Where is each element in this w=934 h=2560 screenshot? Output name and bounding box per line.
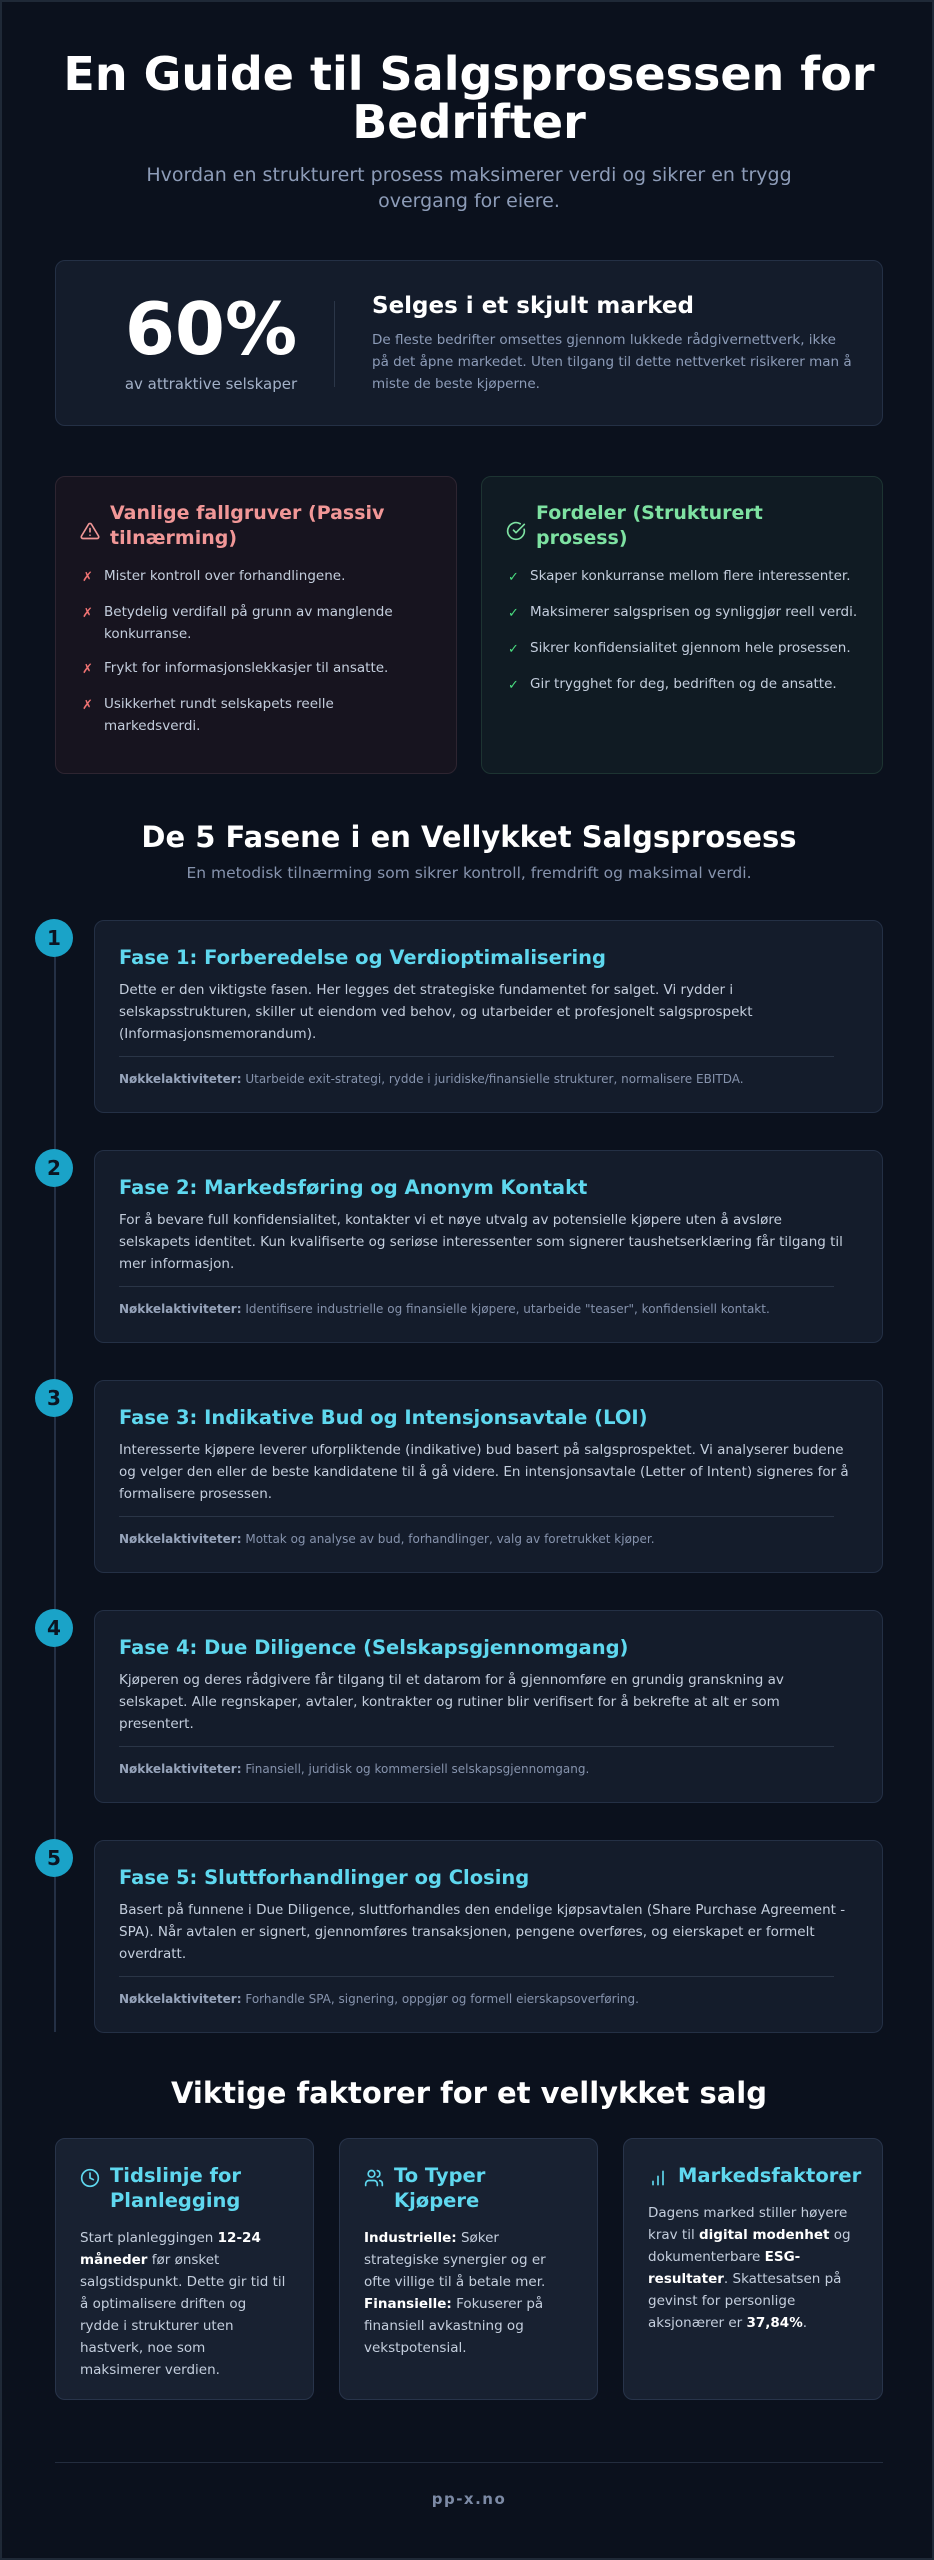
- pitfalls-list: [80, 565, 432, 737]
- factor-card: [55, 2138, 314, 2400]
- body-text: . Skattesatsen på gevinst for personlige aksjonærer er: [648, 2271, 842, 2331]
- check-icon: ✓: [508, 606, 519, 621]
- phases-section-subtitle: En metodisk tilnærming som sikrer kontroll, fremdrift og maksimal verdi.: [186, 864, 752, 882]
- factor-header: [80, 2163, 289, 2213]
- key-label: Nøkkelaktiviteter:: [119, 1762, 242, 1776]
- list-item: [80, 565, 432, 589]
- step-badge: 3: [35, 1379, 73, 1417]
- emphasis-text: digital modenhet: [699, 2227, 830, 2243]
- emphasis-text: Industrielle:: [364, 2230, 457, 2246]
- phase-title: Fase 1: Forberedelse og Verdioptimalisering: [119, 946, 607, 969]
- warning-icon: [80, 521, 100, 541]
- key-text: Utarbeide exit-strategi, rydde i juridiske/finansielle strukturer, normalisere EBITDA.: [245, 1072, 744, 1086]
- phase-key-activities: [119, 1056, 834, 1086]
- emphasis-text: Finansielle:: [364, 2296, 452, 2312]
- factors-section-title: Viktige faktorer for et vellykket salg: [171, 2076, 767, 2110]
- page-title: En Guide til Salgsprosessen for Bedrifter: [63, 47, 875, 149]
- step-badge: 5: [35, 1839, 73, 1877]
- step-badge: 4: [35, 1609, 73, 1647]
- list-item-text: Maksimerer salgsprisen og synliggjør reell verdi.: [530, 604, 858, 620]
- benefits-list: [506, 565, 858, 697]
- check-circle-icon: [506, 521, 526, 541]
- factor-text: [648, 2202, 858, 2334]
- key-text: Identifisere industrielle og finansielle kjøpere, utarbeide "teaser", konfidensiell kontakt.: [245, 1302, 770, 1316]
- key-text: Finansiell, juridisk og kommersiell selskapsgjennomgang.: [245, 1762, 590, 1776]
- factor-text: [80, 2227, 289, 2381]
- step-badge: 1: [35, 919, 73, 957]
- list-item-text: Gir trygghet for deg, bedriften og de ansatte.: [530, 676, 837, 692]
- body-text: og dokumenterbare: [648, 2227, 851, 2265]
- body-text: før ønsket salgstidspunkt. Dette gir tid til å optimalisere driften og rydde i strukturer uten hastverk, noe som maksimerer verdien.: [80, 2252, 286, 2378]
- list-item: [506, 565, 858, 589]
- emphasis-text: ESG-resultater: [648, 2249, 801, 2287]
- list-item-text: Betydelig verdifall på grunn av manglende konkurranse.: [104, 604, 393, 642]
- phase-card: [94, 1610, 883, 1803]
- list-item: [506, 637, 858, 661]
- hero-section: [2, 47, 934, 214]
- key-label: Nøkkelaktiviteter:: [119, 1532, 242, 1546]
- stat-card: [55, 260, 883, 426]
- phase-key-activities: [119, 1516, 834, 1546]
- clock-icon: [80, 2168, 100, 2188]
- phase-title: Fase 2: Markedsføring og Anonym Kontakt: [119, 1176, 588, 1199]
- benefits-title: Fordeler (Strukturert prosess): [536, 502, 763, 549]
- pitfalls-card: [55, 476, 457, 774]
- factor-header: [364, 2163, 573, 2213]
- cross-icon: ✗: [82, 570, 93, 585]
- factor-card: [623, 2138, 883, 2400]
- phase-description: Dette er den viktigste fasen. Her legges det strategiske fundamentet for salget. Vi rydder i selskapsstrukturen, skiller ut eiendom ved behov, og utarbeider et profesjonelt salgsprospekt (Informasjonsmemorandum).: [119, 982, 753, 1042]
- phase-card: [94, 920, 883, 1113]
- list-item: [80, 693, 432, 737]
- users-icon: [364, 2168, 384, 2188]
- check-icon: ✓: [508, 678, 519, 693]
- benefits-card: [481, 476, 883, 774]
- check-icon: ✓: [508, 642, 519, 657]
- key-label: Nøkkelaktiviteter:: [119, 1302, 242, 1316]
- key-text: Forhandle SPA, signering, oppgjør og formell eierskapsoverføring.: [245, 1992, 639, 2006]
- footer-divider: [55, 2462, 883, 2463]
- phase-title: Fase 4: Due Diligence (Selskapsgjennomgang): [119, 1636, 629, 1659]
- phase-card: [94, 1380, 883, 1573]
- factor-title: To Typer Kjøpere: [394, 2164, 486, 2212]
- stat-text: De fleste bedrifter omsettes gjennom lukkede rådgivernettverk, ikke på det åpne markedet. Uten tilgang til dette nettverket risikerer man å miste de beste kjøperne.: [372, 332, 852, 392]
- key-label: Nøkkelaktiviteter:: [119, 1072, 242, 1086]
- body-text: Dagens marked stiller høyere krav til: [648, 2205, 848, 2243]
- list-item: [506, 673, 858, 697]
- key-text: Mottak og analyse av bud, forhandlinger, valg av foretrukket kjøper.: [245, 1532, 655, 1546]
- stat-label: av attraktive selskaper: [124, 375, 298, 393]
- step-badge: 2: [35, 1149, 73, 1187]
- list-item: [80, 601, 432, 645]
- phase-key-activities: [119, 1286, 834, 1316]
- body-text: Start planleggingen: [80, 2230, 218, 2246]
- list-item: [80, 657, 432, 681]
- list-item-text: Sikrer konfidensialitet gjennom hele prosessen.: [530, 640, 851, 656]
- list-item-text: Mister kontroll over forhandlingene.: [104, 568, 346, 584]
- body-text: Søker strategiske synergier og er ofte villige til å betale mer.: [364, 2230, 546, 2290]
- check-icon: ✓: [508, 570, 519, 585]
- factor-text: [364, 2227, 573, 2359]
- phases-section-title: De 5 Fasene i en Vellykket Salgsprosess: [141, 820, 797, 854]
- list-item-text: Skaper konkurranse mellom flere interessenter.: [530, 568, 851, 584]
- list-item-text: Frykt for informasjonslekkasjer til ansatte.: [104, 660, 389, 676]
- phase-description: Basert på funnene i Due Diligence, sluttforhandles den endelige kjøpsavtalen (Share Purchase Agreement - SPA). Når avtalen er signert, gjennomføres transaksjonen, pengene overføres, og eierskapet er formelt overdratt.: [119, 1902, 846, 1962]
- key-label: Nøkkelaktiviteter:: [119, 1992, 242, 2006]
- stat-value: 60%: [124, 287, 298, 371]
- list-item-text: Usikkerhet rundt selskapets reelle markedsverdi.: [104, 696, 334, 734]
- benefits-header: [506, 501, 858, 551]
- stat-title: Selges i et skjult marked: [372, 293, 694, 319]
- list-item: [506, 601, 858, 625]
- emphasis-text: 37,84%: [746, 2315, 803, 2331]
- phase-description: Kjøperen og deres rådgivere får tilgang til et datarom for å gjennomføre en grundig granskning av selskapet. Alle regnskaper, avtaler, kontrakter og rutiner blir verifisert for å bekrefte at alt er som presentert.: [119, 1672, 784, 1732]
- factor-title: Markedsfaktorer: [678, 2164, 862, 2187]
- body-text: Fokuserer på finansiell avkastning og vekstpotensial.: [364, 2296, 544, 2356]
- bar-chart-icon: [648, 2168, 668, 2188]
- phase-card: [94, 1150, 883, 1343]
- pitfalls-header: [80, 501, 432, 551]
- pitfalls-title: Vanlige fallgruver (Passiv tilnærming): [110, 502, 385, 549]
- factor-card: [339, 2138, 598, 2400]
- phase-description: For å bevare full konfidensialitet, kontakter vi et nøye utvalg av potensielle kjøpere uten å avsløre selskapets identitet. Kun kvalifiserte og seriøse interessenter som signerer taushetserklæring får tilgang til mer informasjon.: [119, 1212, 843, 1272]
- phase-title: Fase 5: Sluttforhandlinger og Closing: [119, 1866, 530, 1889]
- phase-title: Fase 3: Indikative Bud og Intensjonsavtale (LOI): [119, 1406, 648, 1429]
- phase-key-activities: [119, 1976, 834, 2006]
- phase-card: [94, 1840, 883, 2033]
- body-text: .: [802, 2315, 808, 2331]
- phase-description: Interesserte kjøpere leverer uforpliktende (indikative) bud basert på salgsprospektet. Vi analyserer budene og velger den eller de beste kandidatene til å gå videre. En intensjonsavtale (Letter of Intent) signeres for å formalisere prosessen.: [119, 1442, 849, 1502]
- cross-icon: ✗: [82, 606, 93, 621]
- phase-key-activities: [119, 1746, 834, 1776]
- emphasis-text: 12-24 måneder: [80, 2230, 261, 2268]
- cross-icon: ✗: [82, 698, 93, 713]
- cross-icon: ✗: [82, 662, 93, 677]
- stat-divider: [334, 301, 335, 387]
- factor-title: Tidslinje for Planlegging: [110, 2164, 241, 2212]
- factor-header: [648, 2163, 862, 2188]
- page-subtitle: Hvordan en strukturert prosess maksimerer verdi og sikrer en trygg overgang for eiere.: [146, 164, 792, 212]
- footer-brand: pp-x.no: [431, 2490, 507, 2508]
